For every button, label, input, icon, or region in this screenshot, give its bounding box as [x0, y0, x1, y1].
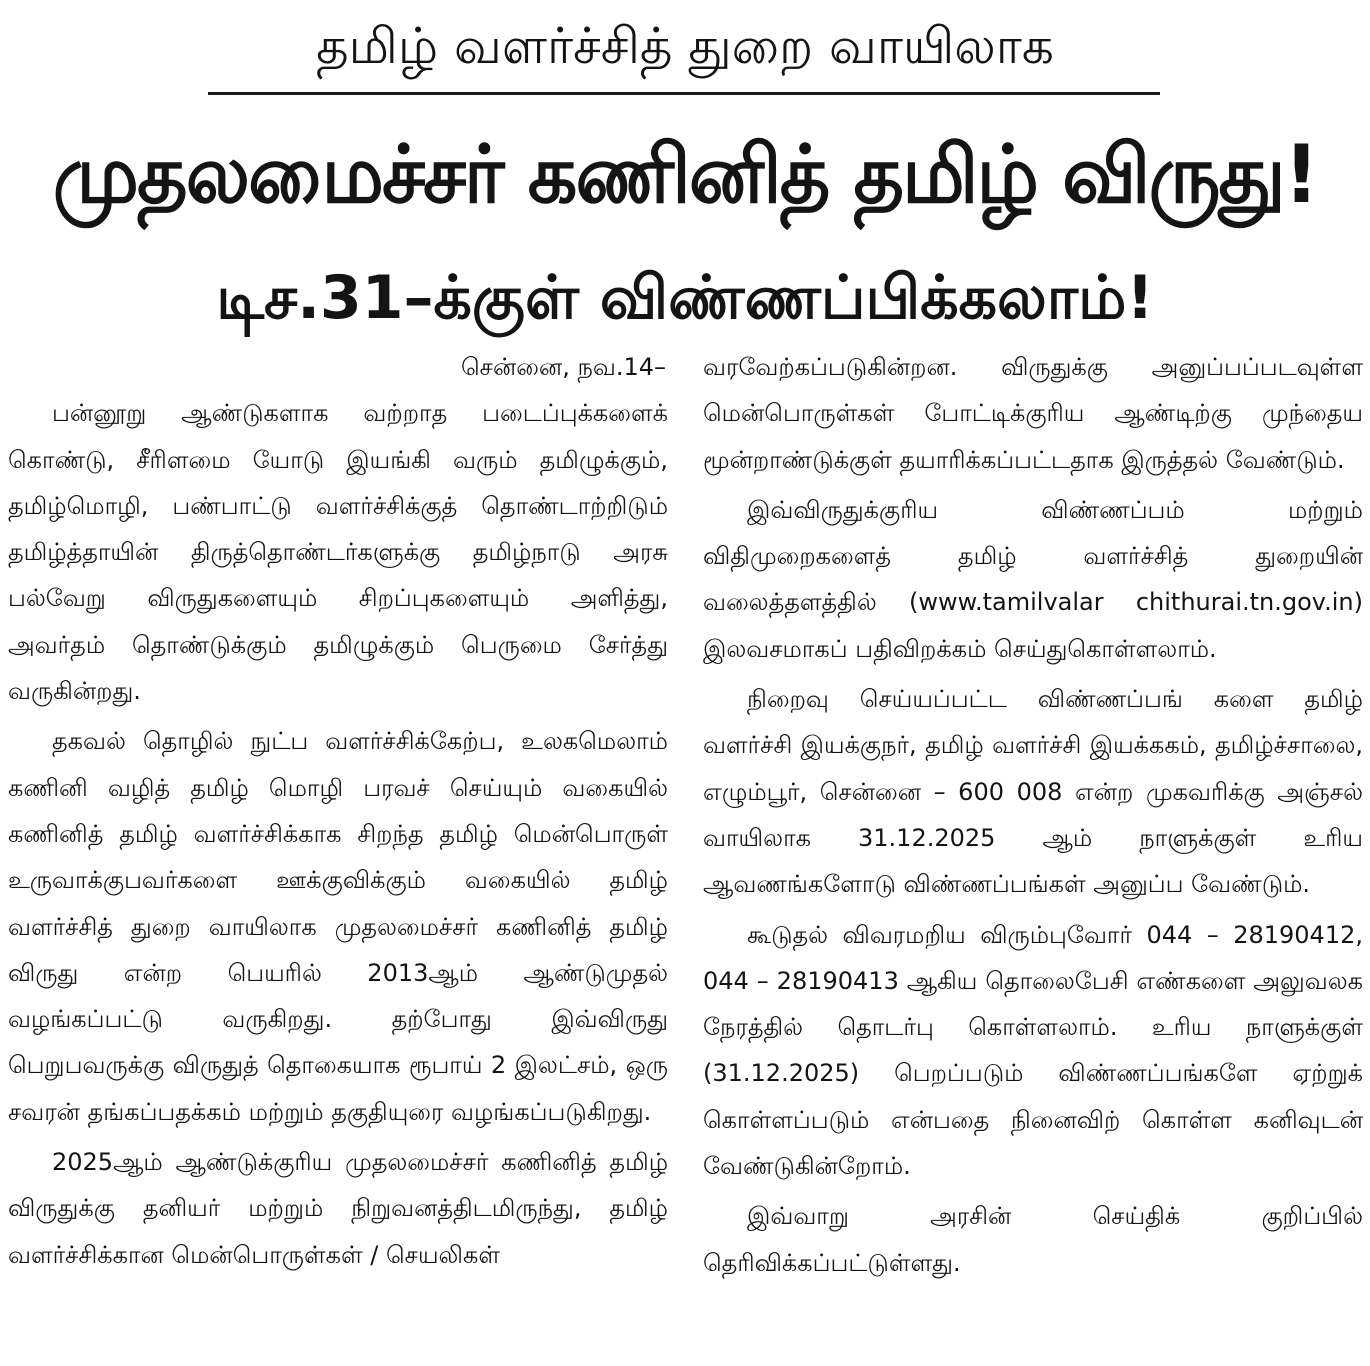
left-column [8, 344, 668, 1282]
kicker-underline [208, 92, 1160, 95]
kicker-line: தமிழ் வளர்ச்சித் துறை வாயிலாக [316, 17, 1054, 75]
headline: முதலமைச்சர் கணினித் தமிழ் விருது! [52, 128, 1318, 221]
right-column [703, 344, 1363, 1290]
paragraph: நிறைவு செய்யப்பட்ட விண்ணப்பங் களை தமிழ் வளர்ச்சி இயக்குநர், தமிழ் வளர்ச்சி இயக்ககம், தமிழ்ச்சாலை, எழும்பூர், சென்னை – 600 008 என்ற முகவரிக்கு அஞ்சல் வாயிலாக 31.12.2025 ஆம் நாளுக்குள் உரிய ஆவணங்களோடு விண்ணப்பங்கள் அனுப்ப வேண்டும். [703, 685, 1363, 899]
paragraph-continued: வரவேற்கப்படுகின்றன. விருதுக்கு அனுப்பப்படவுள்ள மென்பொருள்கள் போட்டிக்குரிய ஆண்டிற்கு முந்தைய மூன்றாண்டுக்குள் தயாரிக்கப்பட்டதாக இருத்தல் வேண்டும். [703, 353, 1363, 474]
paragraph: கூடுதல் விவரமறிய விரும்புவோர் 044 – 28190412, 044 – 28190413 ஆகிய தொலைபேசி எண்களை அலுவலக நேரத்தில் தொடர்பு கொள்ளலாம். உரிய நாளுக்குள் (31.12.2025) பெறப்படும் விண்ணப்பங்களே ஏற்றுக் கொள்ளப்படும் என்பதை நினைவிற் கொள்ள கனிவுடன் வேண்டுகின்றோம். [703, 920, 1363, 1181]
paragraph: 2025ஆம் ஆண்டுக்குரிய முதலமைச்சர் கணினித் தமிழ் விருதுக்கு தனியர் மற்றும் நிறுவனத்திடமிருந்து, தமிழ் வளர்ச்சிக்கான மென்பொருள்கள் / செயலிகள் [8, 1148, 668, 1269]
subheadline: டிச.31–க்குள் விண்ணப்பிக்கலாம்! [216, 263, 1154, 333]
paragraph: இவ்விருதுக்குரிய விண்ணப்பம் மற்றும் விதிமுறைகளைத் தமிழ் வளர்ச்சித் துறையின் வலைத்தளத்தில் (www.tamilvalar chithurai.tn.gov.in) இலவசமாகப் பதிவிறக்கம் செய்துகொள்ளலாம். [703, 495, 1363, 663]
paragraph: இவ்வாறு அரசின் செய்திக் குறிப்பில் தெரிவிக்கப்பட்டுள்ளது. [703, 1202, 1363, 1277]
paragraph: தகவல் தொழில் நுட்ப வளர்ச்சிக்கேற்ப, உலகமெலாம் கணினி வழித் தமிழ் மொழி பரவச் செய்யும் வகையில் கணினித் தமிழ் வளர்ச்சிக்காக சிறந்த தமிழ் மென்பொருள் உருவாக்குபவர்களை ஊக்குவிக்கும் வகையில் தமிழ் வளர்ச்சித் துறை வாயிலாக முதலமைச்சர் கணினித் தமிழ் விருது என்ற பெயரில் 2013ஆம் ஆண்டுமுதல் வழங்கப்பட்டு வருகிறது. தற்போது இவ்விருது பெறுபவருக்கு விருதுத் தொகையாக ரூபாய் 2 இலட்சம், ஒரு சவரன் தங்கப்பதக்கம் மற்றும் தகுதியுரை வழங்கப்படுகிறது. [8, 727, 668, 1126]
paragraph: பன்னூறு ஆண்டுகளாக வற்றாத படைப்புக்களைக் கொண்டு, சீரிளமை யோடு இயங்கி வரும் தமிழுக்கும், தமிழ்மொழி, பண்பாட்டு வளர்ச்சிக்குத் தொண்டாற்றிடும் தமிழ்த்தாயின் திருத்தொண்டர்களுக்கு தமிழ்நாடு அரசு பல்வேறு விருதுகளையும் சிறப்புகளையும் அளித்து, அவர்தம் தொண்டுக்கும் தமிழுக்கும் பெருமை சேர்த்து வருகின்றது. [8, 399, 668, 706]
dateline: சென்னை, நவ.14– [460, 353, 666, 381]
